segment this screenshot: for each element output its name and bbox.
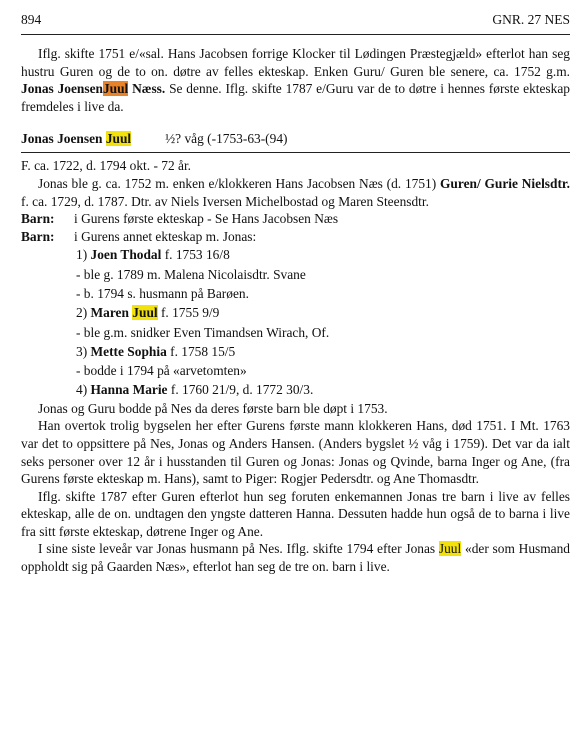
marriage-text-end: f. ca. 1729, d. 1787. Dtr. av Niels Iversen Michelbostad og Maren Steensdtr. bbox=[21, 193, 429, 209]
barn-text: i Gurens annet ekteskap m. Jonas: bbox=[74, 228, 257, 244]
barn-text: i Gurens første ekteskap - Se Hans Jacobsen Næs bbox=[74, 211, 339, 227]
child-name: Maren bbox=[90, 305, 133, 321]
child-name-highlight: Juul bbox=[132, 305, 158, 321]
intro-paragraph bbox=[21, 45, 570, 115]
intro-name: Jonas Joensen bbox=[21, 81, 103, 97]
barn-label: Barn: bbox=[21, 211, 55, 227]
child-date: f. 1760 21/9, d. 1772 30/3. bbox=[167, 382, 314, 398]
entry-name-highlight: Juul bbox=[105, 131, 132, 147]
page-header bbox=[21, 0, 570, 28]
spouse-name: Guren/ Gurie Nielsdtr. bbox=[440, 175, 570, 191]
child-date: f. 1758 15/5 bbox=[166, 343, 236, 359]
page-number: 894 bbox=[21, 12, 42, 27]
child-number: 2) bbox=[76, 305, 91, 321]
intro-text: Iflg. skifte 1751 e/«sal. Hans Jacobsen forrige Klocker til Lødingen Præstegjæld» efterlot han seg hustru Guren og de to on. døtre av felles ekteskap. Enken Guru/ Guren ble senere, ca. 1752 g.m. bbox=[21, 46, 570, 79]
header-rule bbox=[21, 34, 570, 35]
child-2-note-1: - ble g.m. snidker Even Timandsen Wirach, Of. bbox=[76, 324, 330, 340]
entry-rule bbox=[21, 152, 570, 153]
child-date: f. 1755 9/9 bbox=[157, 305, 220, 321]
intro-name-highlight: Juul bbox=[102, 81, 129, 97]
child-name: Mette Sophia bbox=[90, 343, 167, 359]
child-3-note-1: - bodde i 1794 på «arvetomten» bbox=[76, 363, 247, 379]
child-name: Joen Thodal bbox=[90, 247, 162, 263]
children-second-marriage bbox=[21, 228, 570, 246]
entry-farm-share: ½? våg (-1753-63-(94) bbox=[165, 131, 288, 147]
child-1 bbox=[21, 245, 570, 264]
marriage-text: Jonas ble g. ca. 1752 m. enken e/klokkeren Hans Jacobsen Næs (d. 1751) bbox=[38, 175, 440, 191]
paragraph-2: Han overtok trolig bygselen her efter Gurens første mann klokkeren Hans, død 1751. I Mt. 1763 var det to oppsittere på Nes, Jonas og Anders Hansen. (Anders bygslet ½ våg i 1759). Det var da ialt seks personer over 12 år i husstanden til Guren og Jonas: Jonas og Qvinde, barna Inger og Ane, (fra Gurens første ekteskap m. Hans), samt to Piger: Rogjer Pedersdtr. og Ane Thomasdtr. bbox=[21, 418, 570, 487]
child-3 bbox=[21, 342, 570, 361]
children-first-marriage bbox=[21, 210, 570, 228]
entry-name bbox=[21, 131, 131, 147]
entry-name-text: Jonas Joensen bbox=[21, 131, 106, 147]
child-2 bbox=[21, 303, 570, 322]
marriage-paragraph bbox=[21, 175, 570, 210]
paragraph-1: Jonas og Guru bodde på Nes da deres første barn ble døpt i 1753. bbox=[38, 400, 388, 416]
intro-text-end: Se denne. Iflg. skifte 1787 e/Guru var de to døtre i hennes første ekteskap fremdeles i live da. bbox=[21, 81, 570, 114]
paragraph-4-text: I sine siste leveår var Jonas husmann på Nes. Iflg. skifte 1794 efter Jonas bbox=[38, 541, 439, 557]
paragraph-4-text-end: «der som Husmand oppholdt sig på Gaarden Næs», efterlot han seg de tre on. barn i live. bbox=[21, 541, 570, 575]
child-1-note-2: - b. 1794 s. husmann på Barøen. bbox=[76, 285, 249, 301]
barn-label: Barn: bbox=[21, 228, 55, 244]
child-number: 1) bbox=[76, 247, 91, 263]
born-line: F. ca. 1722, d. 1794 okt. - 72 år. bbox=[21, 158, 192, 174]
child-4 bbox=[21, 380, 570, 399]
child-number: 4) bbox=[76, 382, 91, 398]
intro-name-tail: Næss. bbox=[128, 81, 166, 97]
paragraph-3: Iflg. skifte 1787 efter Guren efterlot hun seg foruten enkemannen Jonas tre barn i live av felles ekteskap, alle de on. undtagen den yngste datteren Hanna. Dessuten hadde hun også de to barna i live fra sitt første ekteskap, døtrene Inger og Ane. bbox=[21, 488, 570, 539]
child-1-note-1: - ble g. 1789 m. Malena Nicolaisdtr. Svane bbox=[76, 266, 306, 282]
section-title: GNR. 27 NES bbox=[492, 12, 570, 27]
child-name: Hanna Marie bbox=[90, 382, 168, 398]
entry-heading bbox=[21, 131, 570, 147]
paragraph-4 bbox=[21, 540, 570, 575]
paragraph-4-highlight: Juul bbox=[438, 541, 462, 557]
child-date: f. 1753 16/8 bbox=[161, 247, 230, 263]
child-number: 3) bbox=[76, 343, 91, 359]
